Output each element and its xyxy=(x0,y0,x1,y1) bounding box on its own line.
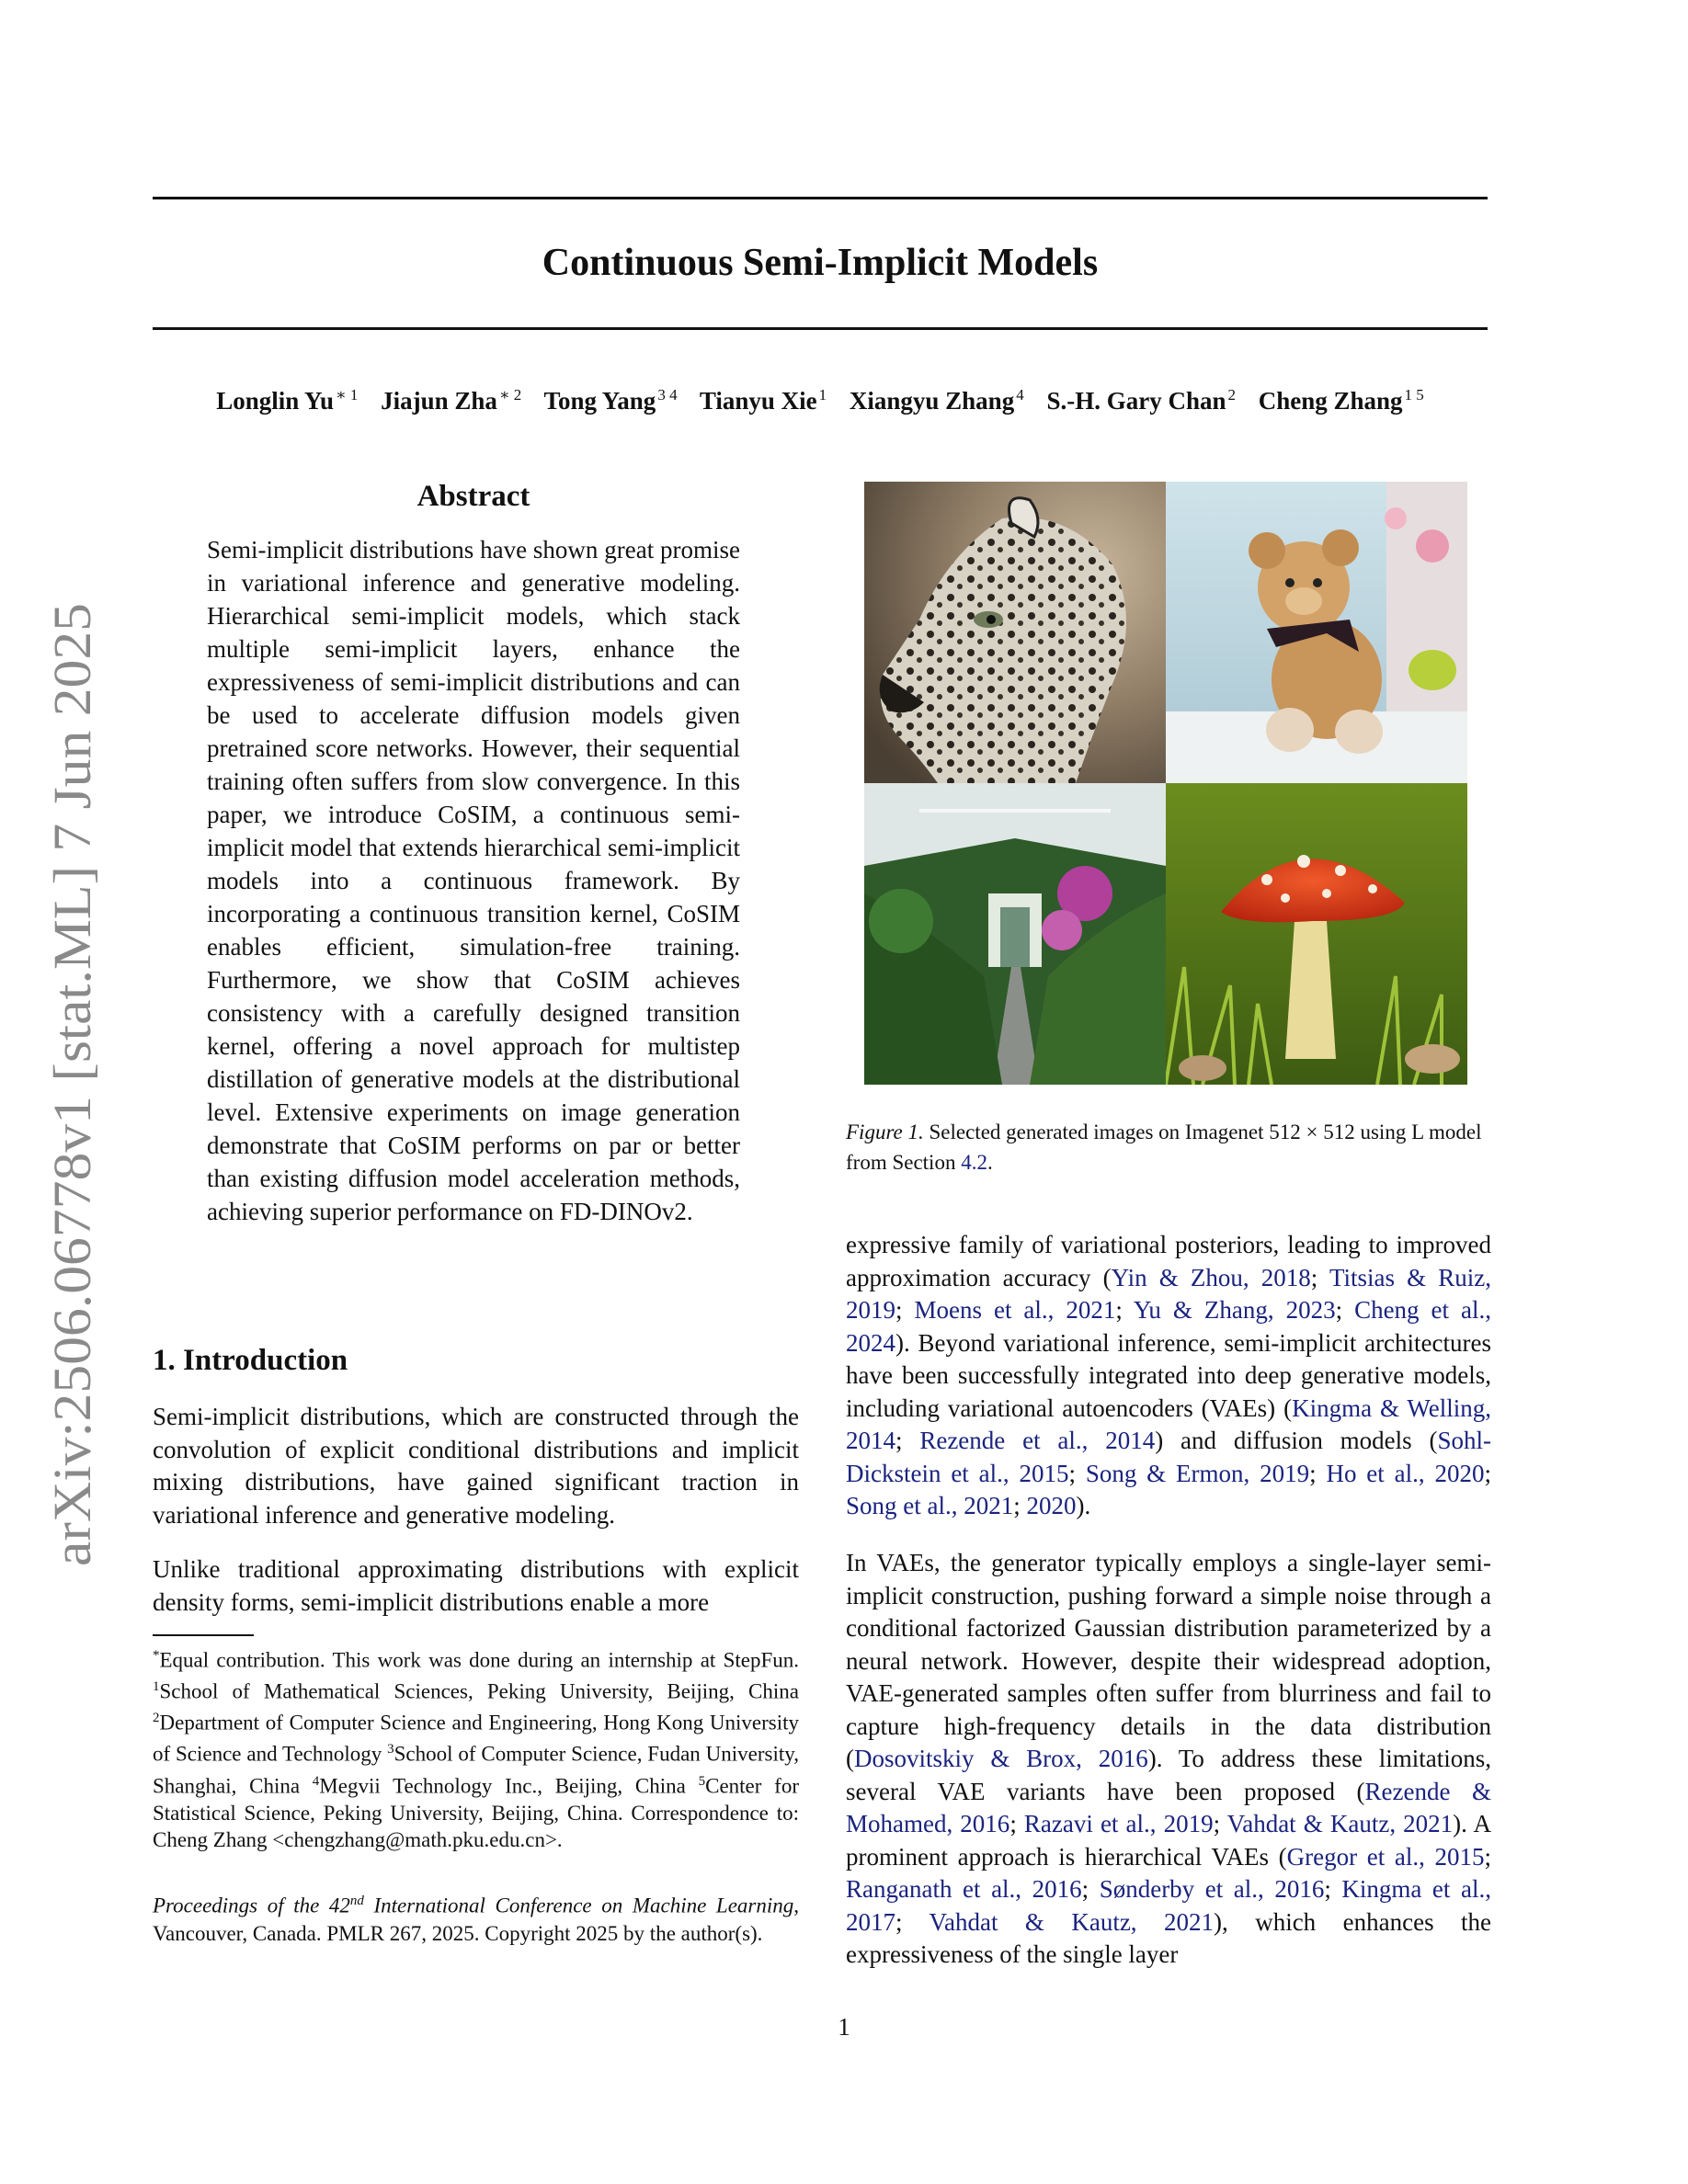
citation-link[interactable]: Kingma & Welling, 2014 xyxy=(846,1393,1491,1454)
intro-paragraph-4: In VAEs, the generator typically employs a single-layer semi-implicit construction, pushing forward a simple noise through a conditional factorized Gaussian distribution parameterized by a neural network. However, despite their widespread adoption, VAE-generated samples often suffer from blurriness and fail to capture high-frequency details in the data distribution (Dosovitskiy & Brox, 2016). To address these limitations, several VAE variants have been proposed (Rezende & Mohamed, 2016; Razavi et al., 2019; Vahdat & Kautz, 2021). A prominent approach is hierarchical VAEs (Gregor et al., 2015; Ranganath et al., 2016; Sønderby et al., 2016; Kingma et al., 2017; Vahdat & Kautz, 2021), which enhances the expressiveness of the single layer xyxy=(846,1549,1492,1968)
intro-paragraph-3: expressive family of variational posteriors, leading to improved approximation accuracy (Yin & Zhou, 2018; Titsias & Ruiz, 2019; Moens et al., 2021; Yu & Zhang, 2023; Cheng et al., 2024). Beyond variational inference, semi-implicit architectures have been successfully integrated into deep generative models, including variational autoencoders (VAEs) (Kingma & Welling, 2014; Rezende et al., 2014) and diffusion models (Sohl-Dickstein et al., 2015; Song & Ermon, 2019; Ho et al., 2020; Song et al., 2021; 2020). xyxy=(846,1231,1492,1519)
page-number: 1 xyxy=(838,2013,850,2041)
author: Jiajun Zha $^{∗ 2}$ xyxy=(381,386,522,415)
section-heading-introduction: 1. Introduction xyxy=(153,1344,348,1377)
citation-link[interactable]: Titsias & Ruiz, 2019 xyxy=(846,1263,1492,1324)
figure-1-image-grid xyxy=(864,482,1467,1085)
citation-link[interactable]: Song et al., 2021 xyxy=(846,1492,1014,1519)
citation-link[interactable]: Rezende & Mohamed, 2016 xyxy=(846,1777,1491,1837)
section-ref-link[interactable]: 4.2 xyxy=(961,1151,987,1174)
figure-1-caption: Figure 1. Selected generated images on Imagenet 512 × 512 using L model from Section 4.2. xyxy=(846,1120,1482,1174)
abstract-heading: Abstract xyxy=(416,480,530,513)
affiliations-footnote: *Equal contribution. This work was done during an internship at StepFun. $^1$School of Mathematical Sciences, Peking University, Beijing, China $^2$Department of Computer Science and Engineering, Hong Kong University of Science and Technology $^3$School of Computer Science, Fudan University, Shanghai, China $^4$Megvii Technology Inc., Beijing, China $^5$Center for Statistical Science, Peking University, Beijing, China. Correspondence to: Cheng Zhang <chengzhang@math.pku.edu.cn>. xyxy=(153,1648,799,1852)
author: Tianyu Xie $^1$ xyxy=(699,386,827,415)
citation-link[interactable]: Dosovitskiy & Brox, 2016 xyxy=(854,1745,1148,1772)
citation-link[interactable]: Vahdat & Kautz, 2021 xyxy=(929,1907,1215,1936)
teddy-bear-image xyxy=(1166,482,1467,783)
mushroom-image xyxy=(1166,783,1467,1085)
citation-link[interactable]: Rezende et al., 2014 xyxy=(919,1427,1156,1454)
intro-paragraph-2: Unlike traditional approximating distributions with explicit density forms, semi-implicit distributions enable a more xyxy=(153,1555,799,1616)
paper-title: Continuous Semi-Implicit Models xyxy=(542,242,1099,284)
citation-link[interactable]: Cheng et al., 2024 xyxy=(846,1296,1491,1357)
author: Xiangyu Zhang $^4$ xyxy=(849,386,1024,415)
author-list xyxy=(153,386,1488,415)
citation-link[interactable]: Ranganath et al., 2016 xyxy=(846,1875,1082,1903)
citation-link[interactable]: Song & Ermon, 2019 xyxy=(1085,1459,1310,1487)
abstract-text: Semi-implicit distributions have shown great promise in variational inference and generative modeling. Hierarchical semi-implicit models, which stack multiple semi-implicit layers, enhance the expressiveness of semi-implicit distributions and can be used to accelerate diffusion models given pretrained score networks. However, their sequential training often suffers from slow convergence. In this paper, we introduce CoSIM, a continuous semi-implicit model that extends hierarchical semi-implicit models into a continuous framework. By incorporating a continuous transition kernel, CoSIM enables efficient, simulation-free training. Furthermore, we show that CoSIM achieves consistency with a carefully designed transition kernel, offering a novel approach for multistep distillation of generative models at the distributional level. Extensive experiments on image generation demonstrate that CoSIM performs on par or better than existing diffusion model acceleration methods, achieving superior performance on FD-DINOv2. xyxy=(207,536,740,1225)
citation-link[interactable]: Ho et al., 2020 xyxy=(1326,1459,1485,1487)
svg-text:arXiv:2506.06778v1 [stat.ML]: arXiv:2506.06778v1 [stat.ML] 7 Jun 2025 xyxy=(42,660,102,1566)
greenhouse-image xyxy=(864,783,1166,1085)
snow-leopard-image xyxy=(864,482,1166,783)
citation-link[interactable]: 2020 xyxy=(1026,1492,1077,1519)
title-rule-top xyxy=(153,197,1488,199)
citation-link[interactable]: Yu & Zhang, 2023 xyxy=(1133,1296,1336,1324)
citation-link[interactable]: Sohl-Dickstein et al., 2015 xyxy=(846,1427,1491,1487)
author: Tong Yang $^{3 4}$ xyxy=(543,386,678,415)
citation-link[interactable]: Yin & Zhou, 2018 xyxy=(1111,1263,1311,1291)
citation-link[interactable]: Vahdat & Kautz, 2021 xyxy=(1226,1810,1454,1837)
author: Longlin Yu $^{∗ 1}$ xyxy=(216,386,359,415)
author: S.-H. Gary Chan $^2$ xyxy=(1046,386,1236,415)
citation-link[interactable]: Razavi et al., 2019 xyxy=(1023,1810,1214,1837)
proceedings-note: Proceedings of the 42nd International Conference on Machine Learning, Vancouver, Canada. PMLR 267, 2025. Copyright 2025 by the author(s). xyxy=(153,1894,799,1945)
citation-link[interactable]: Kingma et al., 2017 xyxy=(846,1875,1491,1936)
footnote-rule xyxy=(153,1634,254,1636)
intro-paragraph-1: Semi-implicit distributions, which are constructed through the convolution of explicit conditional distributions and implicit mixing distributions, have gained significant traction in variational inference and generative modeling. xyxy=(153,1403,799,1529)
citation-link[interactable]: Sønderby et al., 2016 xyxy=(1099,1875,1325,1903)
citation-link[interactable]: Moens et al., 2021 xyxy=(914,1296,1116,1324)
citation-link[interactable]: Gregor et al., 2015 xyxy=(1286,1842,1485,1871)
author: Cheng Zhang $^{1 5}$ xyxy=(1258,386,1424,415)
title-rule-bottom xyxy=(153,327,1488,330)
